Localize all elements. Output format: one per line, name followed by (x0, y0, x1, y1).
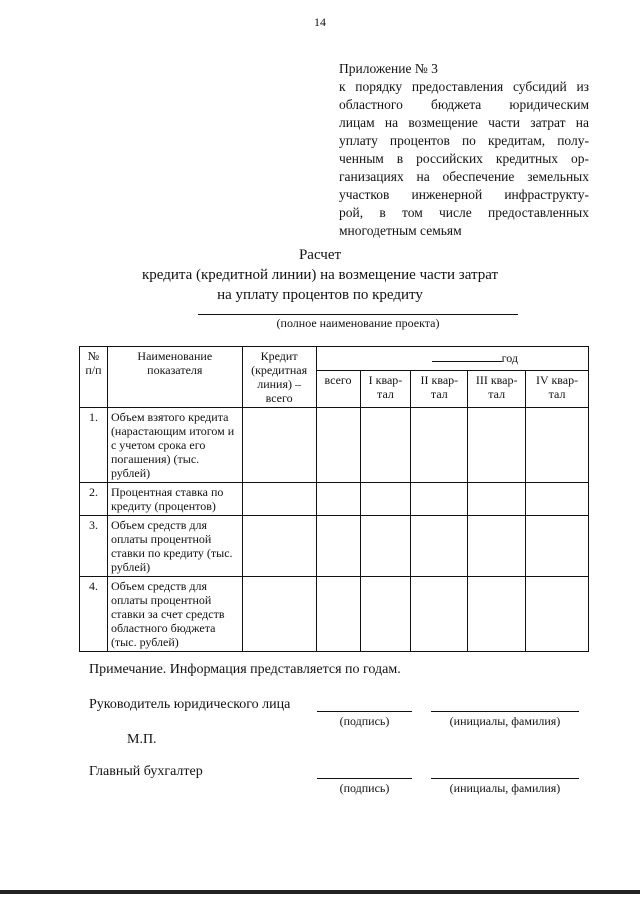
appendix-title: Приложение № 3 (339, 61, 438, 76)
head-initials-line[interactable] (431, 711, 579, 712)
stamp-label: М.П. (127, 732, 157, 747)
signature-caption: (подпись) (339, 714, 390, 728)
cell-q2[interactable] (411, 516, 468, 577)
cell-q3[interactable] (468, 577, 526, 652)
row-name: Объем взятого кредита (нарастающим итогом и с учетом срока его погашения) (тыс. рублей) (107, 408, 242, 483)
header-name: Наименование показателя (107, 347, 242, 408)
appendix-line: участков инженерной инфраструкту- (339, 187, 589, 202)
row-num: 4. (80, 577, 108, 652)
signature-caption: (подпись) (339, 781, 390, 795)
appendix-line: уплату процентов по кредитам, полу- (339, 133, 589, 148)
calculation-title (0, 245, 640, 305)
header-credit: Кредит (кредитная линия) – всего (242, 347, 316, 408)
project-name-caption: (полное наименование проекта) (276, 316, 440, 330)
row-num: 1. (80, 408, 108, 483)
header-total: всего (316, 370, 360, 407)
initials-caption: (инициалы, фамилия) (449, 714, 561, 728)
cell-credit[interactable] (242, 516, 316, 577)
header-num: № п/п (80, 347, 108, 408)
appendix-block (339, 60, 589, 240)
header-q1: I квар-тал (360, 370, 411, 407)
row-name: Процентная ставка по кредиту (процентов) (107, 483, 242, 516)
calc-title-line3: на уплату процентов по кредиту (217, 287, 423, 303)
table-row (80, 483, 589, 516)
appendix-line: ганизациях на обеспечение земельных (339, 169, 589, 184)
cell-q3[interactable] (468, 483, 526, 516)
note: Примечание. Информация представляется по годам. (89, 662, 401, 677)
page-number: 14 (314, 15, 326, 29)
row-name: Объем средств для оплаты процентной ставки по кредиту (тыс. рублей) (107, 516, 242, 577)
row-name: Объем средств для оплаты процентной ставки за счет средств областного бюджета (тыс. рублей) (107, 577, 242, 652)
cell-q2[interactable] (411, 483, 468, 516)
calc-title-line2: кредита (кредитной линии) на возмещение части затрат (141, 267, 499, 283)
year-blank[interactable] (432, 349, 502, 362)
cell-total[interactable] (316, 483, 360, 516)
appendix-line: областного бюджета юридическим (339, 97, 589, 112)
cell-total[interactable] (316, 516, 360, 577)
cell-total[interactable] (316, 408, 360, 483)
table-row (80, 516, 589, 577)
table-row (80, 577, 589, 652)
cell-q3[interactable] (468, 408, 526, 483)
cell-q2[interactable] (411, 577, 468, 652)
cell-q1[interactable] (360, 408, 411, 483)
cell-q3[interactable] (468, 516, 526, 577)
appendix-line: ченным в российских кредитных ор- (339, 151, 589, 166)
header-q4: IV квар-тал (526, 370, 589, 407)
accountant-initials-line[interactable] (431, 778, 579, 779)
appendix-line: к порядку предоставления субсидий из (339, 79, 589, 94)
row-num: 3. (80, 516, 108, 577)
cell-q4[interactable] (526, 516, 589, 577)
initials-caption: (инициалы, фамилия) (449, 781, 561, 795)
cell-q1[interactable] (360, 516, 411, 577)
cell-q1[interactable] (360, 483, 411, 516)
year-label: год (501, 351, 518, 365)
cell-q1[interactable] (360, 577, 411, 652)
header-year (316, 347, 588, 371)
accountant-signature-line[interactable] (317, 778, 412, 779)
cell-q4[interactable] (526, 577, 589, 652)
cell-q2[interactable] (411, 408, 468, 483)
project-name-line[interactable] (198, 314, 518, 315)
cell-credit[interactable] (242, 577, 316, 652)
appendix-line: рой, в том числе предоставленных (339, 205, 589, 220)
appendix-line: лицам на возмещение части затрат на (339, 115, 589, 130)
cell-q4[interactable] (526, 408, 589, 483)
head-signature-line[interactable] (317, 711, 412, 712)
head-label: Руководитель юридического лица (89, 697, 291, 712)
cell-credit[interactable] (242, 483, 316, 516)
cell-q4[interactable] (526, 483, 589, 516)
header-q3: III квар-тал (468, 370, 526, 407)
calculation-table (79, 346, 589, 652)
appendix-line: многодетным семьям (339, 223, 462, 238)
header-q2: II квар-тал (411, 370, 468, 407)
accountant-label: Главный бухгалтер (89, 764, 203, 779)
cell-total[interactable] (316, 577, 360, 652)
cell-credit[interactable] (242, 408, 316, 483)
header-row (80, 347, 589, 371)
scan-edge-bar (0, 890, 640, 894)
table-row (80, 408, 589, 483)
calc-title-line1: Расчет (298, 247, 342, 263)
row-num: 2. (80, 483, 108, 516)
